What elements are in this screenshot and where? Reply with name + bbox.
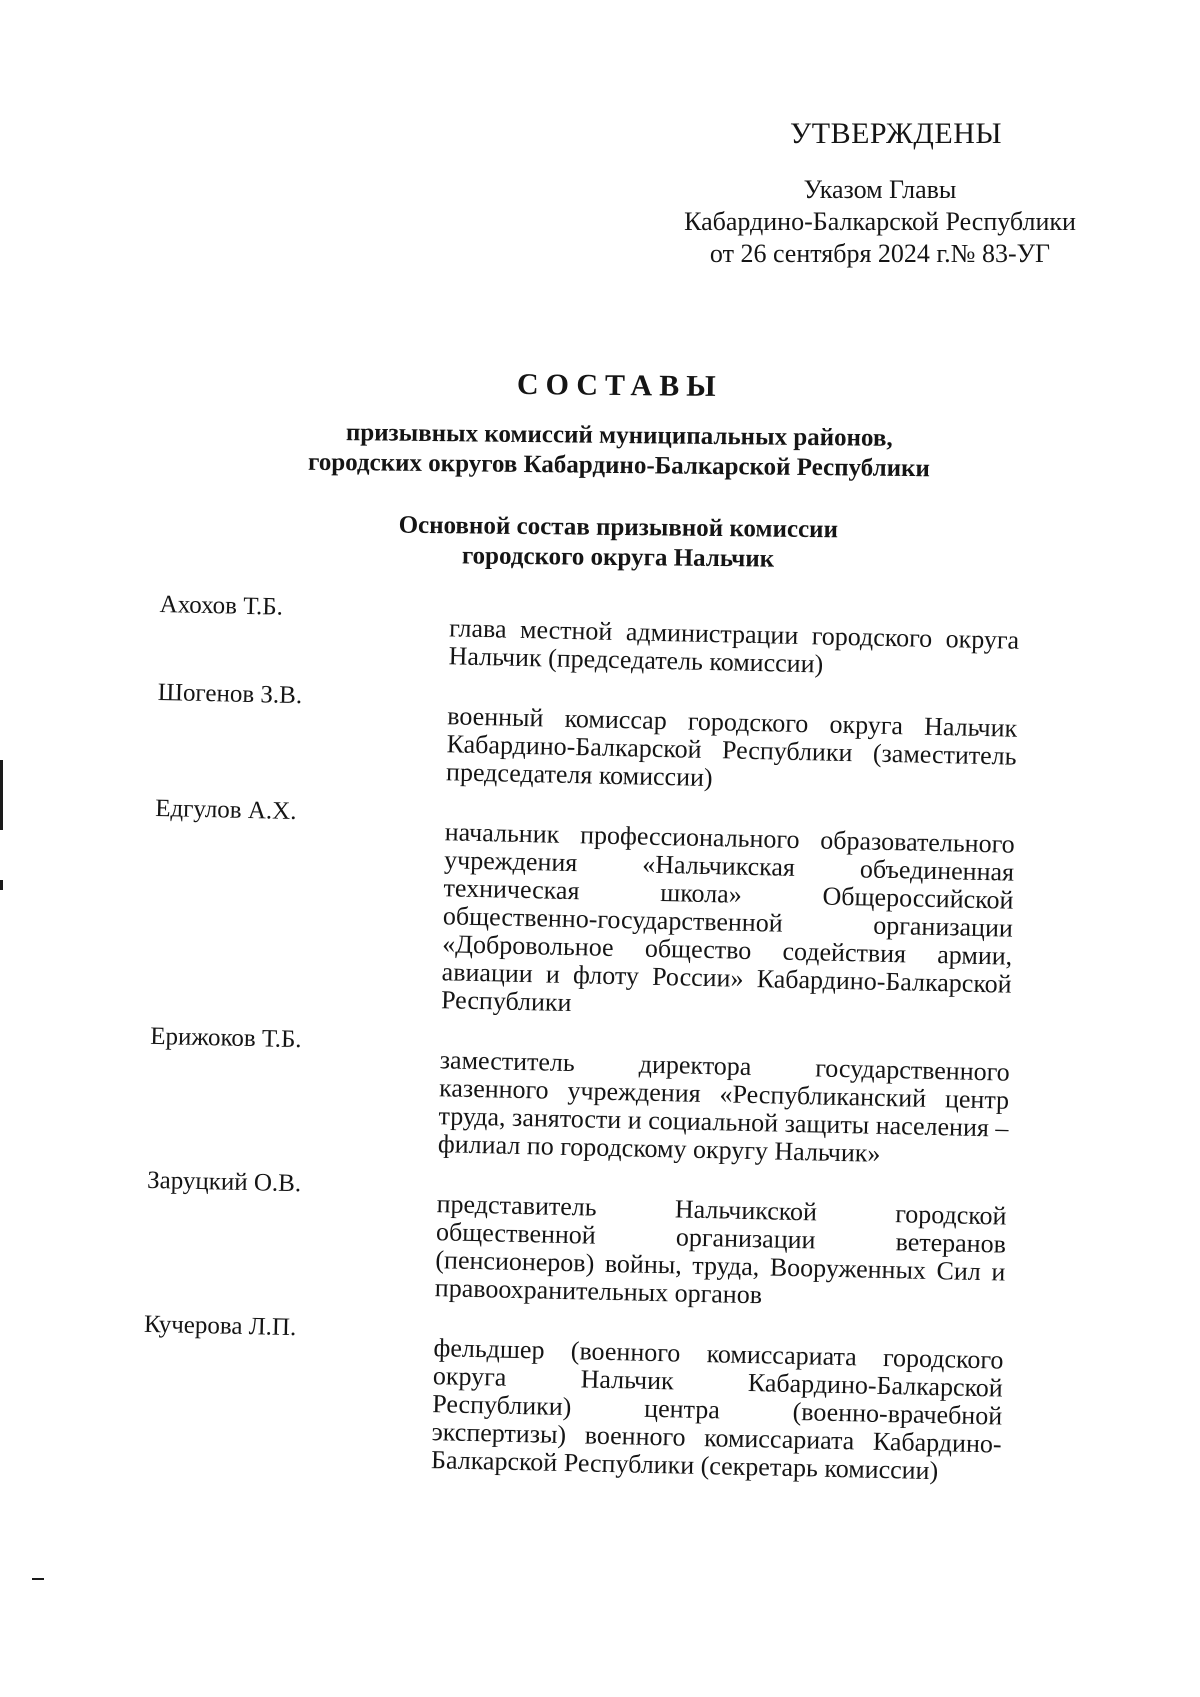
scan-artifact-left-dash (0, 880, 3, 890)
member-role: начальник профессионального образовательного учреждения «Нальчикская объединенная техническая школа» Общероссийской общественно-государственной организации «Добровольное общество содействия армии, авиации и флоту России» Кабардино-Балкарской Республики (440, 817, 1015, 1018)
approval-block (650, 118, 1110, 270)
section-title-line-2: городского округа Нальчик (461, 542, 775, 573)
member-name: Едгулов А.Х. (154, 794, 297, 826)
member-role: глава местной администрации городского округа Нальчик (председатель комиссии) (448, 613, 1020, 679)
document-title-block (238, 365, 1000, 577)
member-row (148, 1022, 1051, 1172)
member-name: Шогенов З.В. (157, 678, 303, 710)
member-name: Заруцкий О.В. (146, 1166, 302, 1198)
member-row (141, 1310, 1044, 1488)
member-name: Кучерова Л.П. (143, 1310, 297, 1342)
member-role: заместитель директора государственного казенного учреждения «Республиканский центр труда, занятости и социальной защиты населения – филиал по городскому округу Нальчик» (437, 1045, 1011, 1168)
member-name: Ахохов Т.Б. (159, 590, 284, 621)
scan-artifact-left-edge (0, 760, 3, 830)
approval-line-decree: Указом Главы (803, 175, 957, 204)
member-row (145, 1166, 1048, 1316)
scan-artifact-bottom-dash (32, 1578, 44, 1580)
document-title: СОСТАВЫ (516, 367, 723, 404)
member-name: Ерижоков Т.Б. (149, 1022, 302, 1054)
approval-line-republic: Кабардино-Балкарской Республики (684, 207, 1076, 236)
commission-members-list (141, 590, 1060, 1501)
member-role: фельдшер (военного комиссариата городского округа Нальчик Кабардино-Балкарской Республики) центра (военно-врачебной экспертизы) военного комиссариата Кабардино-Балкарской Республики (секретарь комиссии) (430, 1333, 1004, 1486)
document-subtitle-line-1: призывных комиссий муниципальных районов, (345, 419, 893, 452)
member-row (158, 590, 1059, 684)
member-role: представитель Нальчикской городской общественной организации ветеранов (пенсионеров) войны, труда, Вооруженных Сил и правоохранительных органов (434, 1189, 1007, 1310)
member-row (151, 794, 1055, 1028)
member-role: военный комиссар городского округа Нальчик Кабардино-Балкарской Республики (заместитель председателя комиссии) (445, 701, 1018, 793)
approved-heading: УТВЕРЖДЕНЫ (790, 117, 1003, 150)
document-subtitle-line-2: городских округов Кабардино-Балкарской Республики (307, 448, 931, 483)
member-row (156, 678, 1058, 800)
approval-line-date: от 26 сентября 2024 г.№ 83-УГ (709, 239, 1051, 268)
section-title-line-1: Основной состав призывной комиссии (398, 511, 839, 544)
